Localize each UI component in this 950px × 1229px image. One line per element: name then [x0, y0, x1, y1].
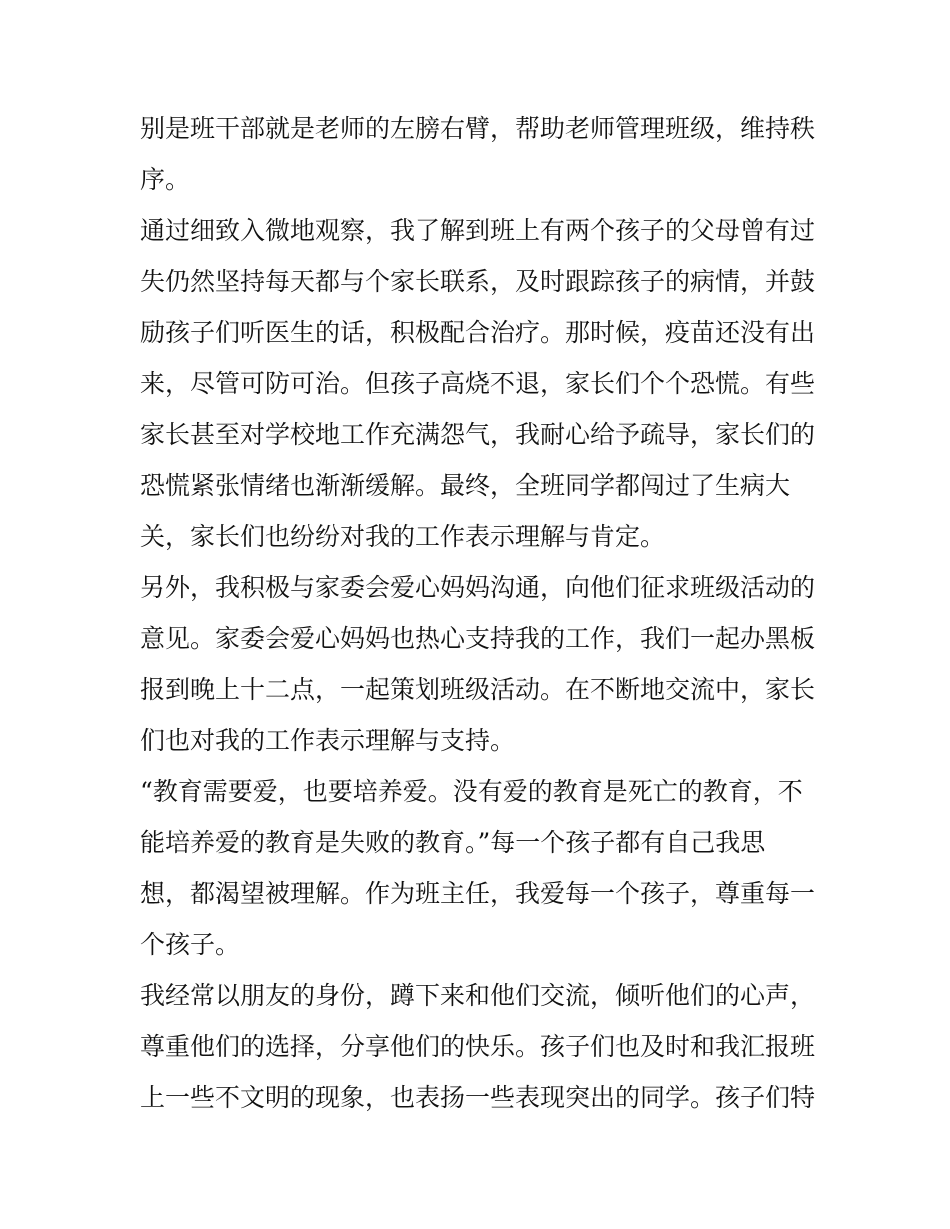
- text-line: 家长甚至对学校地工作充满怨气，我耐心给予疏导，家长们的: [140, 420, 816, 449]
- text-line: 想，都渴望被理解。作为班主任，我爱每一个孩子，尊重每一: [140, 879, 816, 908]
- text-line: 关，家长们也纷纷对我的工作表示理解与肯定。: [140, 522, 666, 551]
- text-line: 序。: [140, 165, 191, 194]
- text-line: 励孩子们听医生的话，积极配合治疗。那时候，疫苗还没有出: [140, 318, 816, 347]
- text-line: 能培养爱的教育是失败的教育。”每一个孩子都有自己我思: [140, 828, 766, 857]
- text-line: 们也对我的工作表示理解与支持。: [140, 726, 516, 755]
- text-line: 别是班干部就是老师的左膀右臂，帮助老师管理班级，维持秩: [140, 114, 816, 143]
- text-line: 个孩子。: [140, 930, 241, 959]
- text-line: 失仍然坚持每天都与个家长联系，及时跟踪孩子的病情，并鼓: [140, 267, 816, 296]
- document-body: [140, 103, 830, 1123]
- text-line: 另外，我积极与家委会爱心妈妈沟通，向他们征求班级活动的: [140, 573, 816, 602]
- text-line: 来，尽管可防可治。但孩子高烧不退，家长们个个恐慌。有些: [140, 369, 816, 398]
- text-line: 尊重他们的选择，分享他们的快乐。孩子们也及时和我汇报班: [140, 1032, 816, 1061]
- text-line: 报到晚上十二点，一起策划班级活动。在不断地交流中，家长: [140, 675, 816, 704]
- text-line: 通过细致入微地观察，我了解到班上有两个孩子的父母曾有过: [140, 216, 816, 245]
- text-line: “教育需要爱，也要培养爱。没有爱的教育是死亡的教育，不: [140, 777, 803, 806]
- text-line: 上一些不文明的现象，也表扬一些表现突出的同学。孩子们特: [140, 1083, 816, 1112]
- text-line: 意见。家委会爱心妈妈也热心支持我的工作，我们一起办黑板: [140, 624, 816, 653]
- text-line: 我经常以朋友的身份，蹲下来和他们交流，倾听他们的心声，: [140, 981, 816, 1010]
- text-line: 恐慌紧张情绪也渐渐缓解。最终，全班同学都闯过了生病大: [140, 471, 791, 500]
